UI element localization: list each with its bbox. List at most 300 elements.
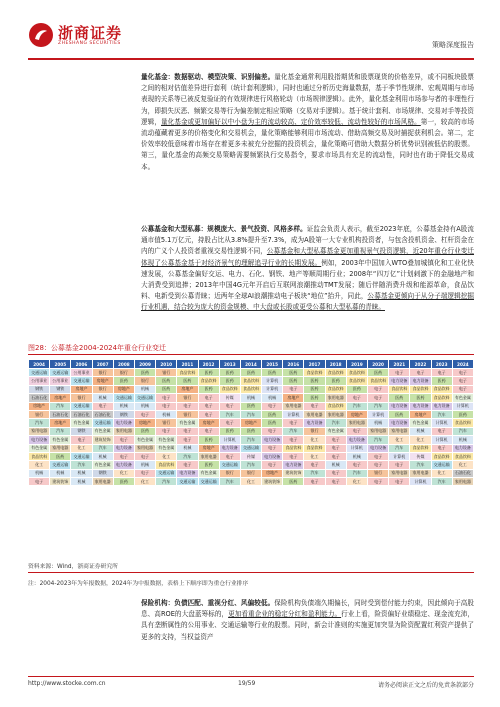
industry-cell: 汽车 [50, 402, 71, 410]
industry-cell: 医药 [325, 377, 346, 385]
year-header: 2008 [113, 360, 134, 369]
industry-cell: 钢铁 [50, 385, 71, 393]
industry-cell: 电子 [368, 478, 389, 486]
industry-cell: 石油石化 [50, 410, 71, 418]
industry-cell: 电子 [368, 452, 389, 460]
industry-cell: 机械 [92, 394, 113, 402]
industry-cell: 食品饮料 [431, 385, 452, 393]
industry-cell: 汽车 [156, 478, 177, 486]
industry-cell: 计算机 [346, 444, 367, 452]
industry-cell: 化工 [304, 436, 325, 444]
industry-cell: 电子 [262, 402, 283, 410]
industry-cell: 传媒 [240, 452, 261, 460]
industry-cell: 医药 [410, 394, 431, 402]
industry-cell: 汽车 [346, 469, 367, 477]
table-header-row [29, 360, 474, 369]
industry-cell: 化工 [29, 461, 50, 469]
industry-cell: 食品饮料 [177, 369, 198, 377]
paragraph-emphasis: 公募基金和大型私募基金更加重视景气投资逻辑，近20年重仓行业变迁体现了公募基金基于对经济景气的理解追寻行业的长期发展。 [141, 247, 475, 267]
table-row [29, 461, 474, 469]
industry-cell: 化工 [346, 478, 367, 486]
industry-cell: 化工 [240, 478, 261, 486]
industry-cell: 电子 [325, 452, 346, 460]
industry-cell: 交通运输 [177, 478, 198, 486]
industry-cell: 有色金属 [156, 444, 177, 452]
year-header: 2010 [156, 360, 177, 369]
industry-cell: 公用事业 [50, 377, 71, 385]
industry-cell: 房地产 [92, 377, 113, 385]
paragraph-emphasis: 更加看重企业的稳定分红和盈利能力。 [228, 610, 342, 619]
industry-cell: 机械 [410, 427, 431, 435]
paragraph-lead: 量化基金：数据驱动、模型决策、识别偏差。 [141, 73, 275, 81]
year-header: 2019 [346, 360, 367, 369]
industry-cell: 电子 [156, 402, 177, 410]
industry-cell: 食品饮料 [452, 419, 473, 427]
industry-cell: 机械 [71, 478, 92, 486]
industry-cell: 电力设备 [346, 436, 367, 444]
industry-cell: 医药 [283, 369, 304, 377]
industry-cell: 交通运输 [198, 478, 219, 486]
industry-cell: 医药 [240, 369, 261, 377]
industry-cell: 房地产 [134, 419, 155, 427]
industry-cell: 计算机 [219, 436, 240, 444]
industry-cell: 医药 [240, 427, 261, 435]
industry-cell: 医药 [50, 452, 71, 460]
paragraph-emphasis: 公募基金更倾向于从分子端逻辑挖掘行业机遇，结合较为庞大的资金规模、中大盘或长股或更受公募和大型私募的青睐。 [141, 292, 474, 312]
industry-cell: 交通运输 [156, 469, 177, 477]
industry-cell: 银行 [134, 377, 155, 385]
industry-cell: 房地产 [113, 385, 134, 393]
industry-cell: 房地产 [71, 385, 92, 393]
paragraph-mutual-funds [141, 224, 474, 314]
industry-cell: 汽车 [240, 461, 261, 469]
industry-cell: 电子 [177, 402, 198, 410]
industry-cell: 家用电器 [304, 410, 325, 418]
industry-cell: 医药 [113, 478, 134, 486]
year-header: 2013 [219, 360, 240, 369]
industry-cell: 房地产 [50, 419, 71, 427]
industry-cell: 计算机 [262, 385, 283, 393]
industry-cell: 食品饮料 [346, 369, 367, 377]
footer-divider [28, 676, 474, 677]
industry-cell: 交通运输 [71, 402, 92, 410]
industry-cell: 计算机 [368, 410, 389, 418]
industry-cell: 电力设备 [113, 419, 134, 427]
industry-cell: 食品饮料 [410, 444, 431, 452]
document-type: 策略深度报告 [432, 41, 474, 49]
industry-cell: 房地产 [262, 469, 283, 477]
industry-cell: 电子 [156, 427, 177, 435]
industry-cell: 机械 [113, 402, 134, 410]
industry-cell: 电子 [325, 444, 346, 452]
industry-cell: 钢铁 [113, 410, 134, 418]
industry-cell: 汽车 [368, 436, 389, 444]
industry-cell: 交通运输 [92, 419, 113, 427]
industry-cell: 银行 [113, 369, 134, 377]
industry-cell: 公用事业 [29, 377, 50, 385]
year-header: 2017 [304, 360, 325, 369]
year-header: 2023 [431, 360, 452, 369]
industry-cell: 食品饮料 [452, 452, 473, 460]
industry-cell: 房地产 [410, 410, 431, 418]
industry-cell: 汽车 [29, 419, 50, 427]
industry-cell: 有色金属 [92, 461, 113, 469]
industry-cell: 交通运输 [240, 444, 261, 452]
industry-cell: 交通运输 [50, 461, 71, 469]
industry-cell: 食品饮料 [304, 444, 325, 452]
industry-cell: 家用电器 [346, 419, 367, 427]
table-row [29, 410, 474, 418]
industry-cell: 电子 [304, 478, 325, 486]
industry-cell: 汽车 [92, 444, 113, 452]
industry-cell: 食品饮料 [431, 394, 452, 402]
year-header: 2015 [262, 360, 283, 369]
industry-cell: 医药 [389, 394, 410, 402]
table-row [29, 419, 474, 427]
industry-cell: 化工 [304, 452, 325, 460]
industry-cell: 银行 [156, 419, 177, 427]
industry-cell: 医药 [262, 369, 283, 377]
industry-cell: 家用电器 [325, 410, 346, 418]
paragraph-quant-funds [141, 72, 474, 173]
industry-cell: 家用电器 [134, 444, 155, 452]
table-body [29, 369, 474, 486]
year-header: 2009 [134, 360, 155, 369]
industry-cell: 建筑装饰 [50, 478, 71, 486]
industry-cell: 银行 [177, 410, 198, 418]
year-header: 2012 [198, 360, 219, 369]
industry-cell: 电子 [304, 402, 325, 410]
industry-cell: 医药 [346, 385, 367, 393]
paragraph-insurance [141, 598, 474, 643]
industry-cell: 汽车 [368, 402, 389, 410]
industry-cell: 机械 [156, 410, 177, 418]
industry-cell: 食品饮料 [368, 377, 389, 385]
industry-cell: 电子 [325, 478, 346, 486]
industry-cell: 汽车 [304, 469, 325, 477]
industry-cell: 有色金属 [198, 469, 219, 477]
industry-cell: 传媒 [410, 452, 431, 460]
industry-cell: 交通运输 [134, 394, 155, 402]
table-row [29, 478, 474, 486]
industry-cell: 有色金属 [92, 427, 113, 435]
industry-cell: 电子 [431, 427, 452, 435]
industry-cell: 交通运输 [219, 461, 240, 469]
industry-cell: 家用电器 [50, 444, 71, 452]
industry-cell: 医药 [452, 410, 473, 418]
industry-cell: 化工 [156, 452, 177, 460]
industry-cell: 食品饮料 [304, 369, 325, 377]
industry-cell: 电力设备 [219, 444, 240, 452]
industry-cell: 电力设备 [262, 452, 283, 460]
industry-cell: 电子 [389, 461, 410, 469]
industry-cell: 电子 [452, 369, 473, 377]
year-header: 2016 [283, 360, 304, 369]
industry-cell: 机械 [92, 452, 113, 460]
industry-cell: 电子 [431, 369, 452, 377]
industry-cell: 电子 [283, 385, 304, 393]
table-row [29, 436, 474, 444]
year-header: 2024 [452, 360, 473, 369]
industry-cell: 电力设备 [113, 444, 134, 452]
industry-cell: 汽车 [50, 427, 71, 435]
industry-cell: 医药 [156, 377, 177, 385]
industry-cell: 医药 [304, 394, 325, 402]
industry-cell: 家用电器 [325, 394, 346, 402]
industry-cell: 化工 [134, 478, 155, 486]
industry-cell: 电子 [92, 402, 113, 410]
industry-cell: 医药 [262, 410, 283, 418]
industry-cell: 电子 [368, 461, 389, 469]
industry-cell: 电力设备 [283, 461, 304, 469]
industry-cell: 机械 [452, 436, 473, 444]
industry-cell: 家用电器 [29, 427, 50, 435]
industry-cell: 电子 [198, 402, 219, 410]
industry-cell: 银行 [92, 385, 113, 393]
industry-cell: 电力设备 [389, 419, 410, 427]
industry-cell: 石油石化 [29, 394, 50, 402]
industry-cell: 机械 [177, 444, 198, 452]
industry-cell: 机械 [134, 402, 155, 410]
paragraph-text: 证监会负责人表示，截至2023年底，公募基金持有A股流通市值5.1万亿元，持股占比从3.8%提升至7.3%，成为A股第一大专业机构投资者，与包含投机资金、杠杆资金在内的广义个人投资者重视交易性逻辑不同， [141, 225, 474, 256]
industry-cell: 有色金属 [452, 394, 473, 402]
industry-cell: 有色金属 [156, 436, 177, 444]
brand-logo-icon [28, 22, 54, 48]
industry-cell: 计算机 [431, 419, 452, 427]
year-header: 2020 [368, 360, 389, 369]
industry-cell: 汽车 [346, 402, 367, 410]
figure-title-divider [28, 354, 474, 355]
industry-cell: 有色金属 [410, 419, 431, 427]
industry-cell: 电子 [198, 427, 219, 435]
industry-cell: 电力设备 [304, 419, 325, 427]
paragraph-text: 行业上看，险资偏好业绩稳定、现金流充沛，具有垄断属性的公用事业、交通运输等行业的股票。同时，新会计准则的实施更加突显为险资配置红利资产提供了更多的支持，当权益资产 [141, 610, 475, 641]
paragraph-lead: 公募基金和大型私募：规模庞大、景气投资、风格多样。 [141, 225, 307, 233]
industry-cell: 电子 [156, 394, 177, 402]
industry-cell: 医药 [431, 377, 452, 385]
industry-cell: 医药 [283, 377, 304, 385]
industry-cell: 交通运输 [29, 369, 50, 377]
table-row [29, 385, 474, 393]
industry-cell: 计算机 [262, 377, 283, 385]
industry-cell: 食品饮料 [219, 385, 240, 393]
year-header: 2005 [50, 360, 71, 369]
industry-cell: 有色金属 [325, 427, 346, 435]
industry-cell: 有色金属 [134, 436, 155, 444]
industry-cell: 医药 [177, 377, 198, 385]
industry-cell: 电子 [325, 436, 346, 444]
industry-cell: 机械 [29, 469, 50, 477]
industry-cell: 电力设备 [431, 402, 452, 410]
page-header [28, 20, 474, 60]
industry-cell: 医药 [198, 436, 219, 444]
industry-cell: 家用电器 [113, 427, 134, 435]
industry-cell: 化工 [389, 436, 410, 444]
paragraph-text: 量化基金通常利用股指期货和股票现货的价格差异，或不同板块股票之间的相对估值差异进行套利（统计套利逻辑），同时也通过分析历史海量数据，基于季节性规律、宏观周期与市场表现的关系等已被反复验证的有效规律进行风格轮动（市场规律逻辑）。此外，量化基金利用市场参与者的非理性行为，即损失厌恶、频繁交易等行为偏差制定相应策略（交易对手逻辑）。基于统计套利、市场规律、交易对手等投资逻辑， [141, 73, 475, 126]
paragraph-text: 例如，2003年中国加入WTO叠加城镇化和工业化快速发展，公募基金偏好交运、电力、石化、钢铁、地产等顺周期行业；2008年“四万亿”计划刺激下的金融地产和大消费受到追捧；2013年中国4G元年开启后互联网浪潮推动TMT发展；随后伴随消费升级和能源革命，食品饮料、电新受到公募青睐；近两年全球AI浪潮推动电子板块“地位”抬升，同此， [141, 258, 474, 301]
industry-cell: 石油石化 [92, 410, 113, 418]
industry-cell: 医药 [262, 419, 283, 427]
industry-cell: 电子 [283, 452, 304, 460]
brand-name: 浙商证券 [58, 24, 123, 42]
figure-source: 资料来源：Wind，浙商证券研究所 [28, 564, 118, 570]
industry-cell: 传媒 [219, 394, 240, 402]
year-header: 2022 [410, 360, 431, 369]
industry-cell: 房地产 [240, 419, 261, 427]
footer-website-link[interactable]: http://www.stocke.com.cn [28, 680, 106, 687]
industry-cell: 电子 [219, 452, 240, 460]
industry-cell: 电力设备 [452, 444, 473, 452]
industry-cell: 电子 [346, 394, 367, 402]
year-header: 2006 [71, 360, 92, 369]
industry-cell: 机械 [71, 469, 92, 477]
footer-disclaimer: 请务必阅读正文之后的免责条款部分 [377, 682, 474, 689]
industry-cell: 食品饮料 [240, 385, 261, 393]
industry-cell: 电子 [219, 402, 240, 410]
industry-cell: 汽车 [240, 410, 261, 418]
industry-cell: 公用事业 [71, 369, 92, 377]
industry-cell: 食品饮料 [283, 444, 304, 452]
table-row [29, 377, 474, 385]
industry-cell: 电子 [177, 461, 198, 469]
industry-cell: 电子 [452, 385, 473, 393]
industry-cell: 家用电器 [368, 427, 389, 435]
industry-cell: 电子 [177, 436, 198, 444]
industry-cell: 电力设备 [29, 436, 50, 444]
industry-cell: 医药 [219, 427, 240, 435]
industry-cell: 食品饮料 [389, 385, 410, 393]
industry-cell: 汽车 [325, 419, 346, 427]
industry-cell: 医药 [198, 461, 219, 469]
industry-cell: 化工 [431, 469, 452, 477]
industry-cell: 有色金属 [29, 444, 50, 452]
industry-cell: 医药 [283, 478, 304, 486]
industry-cell: 电子 [262, 461, 283, 469]
industry-cell: 电子 [198, 410, 219, 418]
paragraph-lead: 保险机构：负债匹配、重视分红、风偏较低。 [141, 599, 275, 607]
industry-cell: 电力设备 [368, 444, 389, 452]
industry-cell: 银行 [29, 410, 50, 418]
industry-cell: 钢铁 [29, 385, 50, 393]
industry-cell: 计算机 [410, 478, 431, 486]
industry-holdings-table [28, 359, 474, 486]
industry-cell: 机械 [50, 469, 71, 477]
industry-cell: 食品饮料 [325, 369, 346, 377]
industry-cell: 银行 [71, 394, 92, 402]
industry-cell: 医药 [368, 369, 389, 377]
year-header: 2007 [92, 360, 113, 369]
table-row [29, 394, 474, 402]
industry-cell: 有色金属 [177, 419, 198, 427]
industry-cell: 汽车 [177, 452, 198, 460]
industry-cell: 医药 [134, 369, 155, 377]
industry-cell: 汽车 [240, 436, 261, 444]
industry-cell: 食品饮料 [29, 452, 50, 460]
industry-cell: 有色金属 [71, 419, 92, 427]
industry-cell: 医药 [304, 385, 325, 393]
industry-cell: 电力设备 [410, 377, 431, 385]
industry-cell: 家用电器 [389, 469, 410, 477]
industry-cell: 房地产 [29, 402, 50, 410]
industry-cell: 家用电器 [92, 478, 113, 486]
industry-cell: 汽车 [410, 461, 431, 469]
industry-cell: 银行 [92, 369, 113, 377]
industry-cell: 机械 [368, 419, 389, 427]
industry-cell: 医药 [198, 369, 219, 377]
industry-cell: 汽车 [431, 410, 452, 418]
industry-cell: 电力设备 [389, 377, 410, 385]
industry-cell: 电子 [283, 419, 304, 427]
industry-cell: 食品饮料 [240, 377, 261, 385]
industry-cell: 汽车 [219, 478, 240, 486]
industry-cell: 食品饮料 [410, 385, 431, 393]
industry-cell: 建筑装饰 [283, 469, 304, 477]
industry-cell: 银行 [219, 469, 240, 477]
industry-cell: 电子 [262, 444, 283, 452]
industry-cell: 房地产 [283, 394, 304, 402]
industry-cell: 电子 [368, 394, 389, 402]
industry-cell: 交通运输 [71, 452, 92, 460]
industry-cell: 电子 [410, 369, 431, 377]
industry-cell: 房地产 [346, 410, 367, 418]
industry-cell: 房地产 [177, 385, 198, 393]
industry-cell: 汽车 [71, 461, 92, 469]
industry-cell: 电子 [389, 478, 410, 486]
industry-cell: 电子 [219, 419, 240, 427]
header-divider [28, 58, 474, 60]
industry-cell: 银行 [240, 469, 261, 477]
industry-cell: 机械 [134, 461, 155, 469]
industry-cell: 电子 [113, 452, 134, 460]
industry-cell: 汽车 [431, 478, 452, 486]
industry-cell: 交通运输 [71, 377, 92, 385]
figure-title: 图28：公募基金2004-2024年重仓行业变迁 [28, 344, 167, 352]
year-header: 2004 [29, 360, 50, 369]
industry-cell: 电子 [304, 461, 325, 469]
industry-cell: 电子 [346, 427, 367, 435]
industry-cell: 电子 [198, 394, 219, 402]
industry-cell: 电子 [134, 410, 155, 418]
industry-cell: 银行 [304, 427, 325, 435]
industry-cell: 电子 [177, 427, 198, 435]
industry-cell: 电子 [389, 369, 410, 377]
industry-cell: 电子 [452, 377, 473, 385]
paragraph-text: 保险机构负债端久期偏长，同时受到偿付能力约束，因此倾向于高股息、高ROE的大盘蓝筹标的， [141, 599, 475, 619]
industry-cell: 家用电器 [283, 402, 304, 410]
page-number: 19/59 [238, 680, 256, 687]
industry-cell: 医药 [219, 369, 240, 377]
industry-cell: 有色金属 [50, 436, 71, 444]
industry-cell: 电子 [71, 436, 92, 444]
industry-cell: 食品饮料 [198, 377, 219, 385]
industry-cell: 银行 [177, 394, 198, 402]
industry-cell: 医药 [198, 385, 219, 393]
industry-cell: 银行 [368, 469, 389, 477]
industry-cell: 医药 [304, 377, 325, 385]
industry-cell: 医药 [113, 377, 134, 385]
industry-cell: 汽车 [219, 410, 240, 418]
industry-cell: 石油石化 [452, 469, 473, 477]
industry-cell: 医药 [134, 427, 155, 435]
industry-cell: 电力设备 [177, 469, 198, 477]
industry-cell: 化工 [113, 469, 134, 477]
industry-cell: 交通运输 [113, 394, 134, 402]
industry-cell: 汽车 [389, 444, 410, 452]
industry-cell: 机械 [346, 452, 367, 460]
industry-cell: 房地产 [198, 444, 219, 452]
industry-cell: 钢铁 [71, 427, 92, 435]
industry-cell: 建筑装饰 [262, 478, 283, 486]
